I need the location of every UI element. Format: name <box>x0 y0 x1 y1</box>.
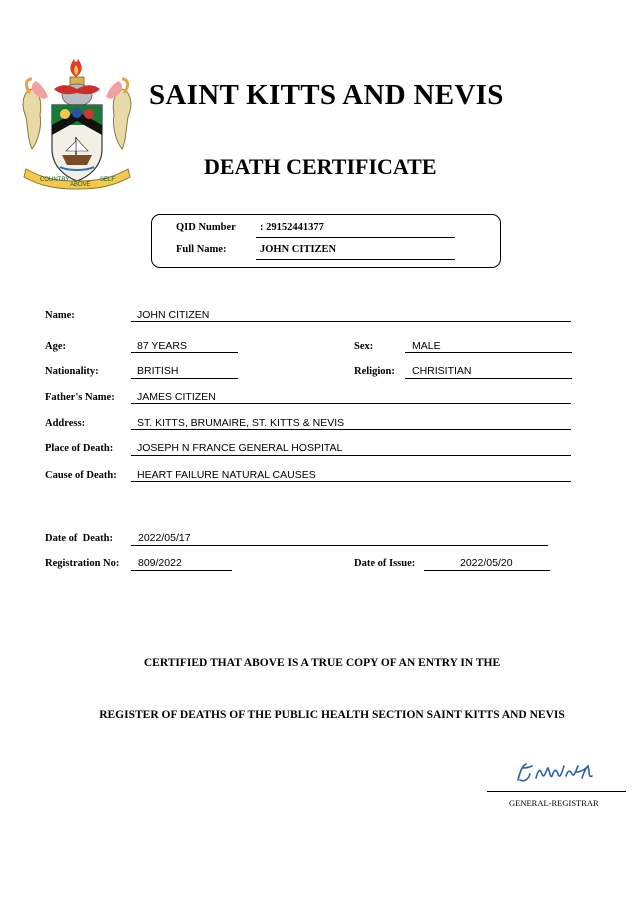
sex-underline <box>405 352 572 353</box>
cause-of-death-label: Cause of Death: <box>45 470 117 481</box>
address-label: Address: <box>45 418 86 429</box>
registration-number-label: Registration No: <box>45 558 120 569</box>
sex-value: MALE <box>412 340 441 352</box>
place-of-death-underline <box>131 455 571 456</box>
registration-number-underline <box>131 570 232 571</box>
age-value: 87 YEARS <box>137 340 188 352</box>
full-name-underline <box>256 259 455 260</box>
name-label: Name: <box>45 310 75 321</box>
father-name-underline <box>131 403 571 404</box>
country-title: SAINT KITTS AND NEVIS <box>149 79 504 111</box>
certification-line-1: CERTIFIED THAT ABOVE IS A TRUE COPY OF AN ENTRY IN THE <box>143 657 501 669</box>
general-registrar-label: GENERAL-REGISTRAR <box>509 798 599 808</box>
name-value: JOHN CITIZEN <box>137 309 210 321</box>
date-of-issue-label: Date of Issue: <box>354 558 416 569</box>
motto-center-text: ABOVE <box>70 182 91 188</box>
registration-number-value: 809/2022 <box>138 557 182 569</box>
address-underline <box>131 429 571 430</box>
father-name-value: JAMES CITIZEN <box>137 391 216 403</box>
date-of-issue-value: 2022/05/20 <box>460 557 513 569</box>
full-name-value: JOHN CITIZEN <box>260 244 337 255</box>
father-name-label: Father's Name: <box>45 392 115 403</box>
coat-of-arms-emblem <box>18 55 136 190</box>
date-of-death-label: Date of Death: <box>45 533 113 544</box>
nationality-label: Nationality: <box>45 366 99 377</box>
qid-value: : 29152441377 <box>260 222 324 233</box>
certification-line-2: REGISTER OF DEATHS OF THE PUBLIC HEALTH SECTION SAINT KITTS AND NEVIS <box>99 709 565 721</box>
place-of-death-label: Place of Death: <box>45 443 114 454</box>
age-label: Age: <box>45 341 66 352</box>
qid-label: QID Number <box>176 222 236 233</box>
religion-label: Religion: <box>354 366 395 377</box>
religion-underline <box>405 378 572 379</box>
name-underline <box>131 321 571 322</box>
date-of-issue-underline <box>424 570 550 571</box>
motto-left-text: COUNTRY <box>40 177 70 183</box>
qid-underline <box>256 237 455 238</box>
religion-value: CHRISITIAN <box>412 365 472 377</box>
document-title: DEATH CERTIFICATE <box>204 154 437 179</box>
nationality-underline <box>131 378 238 379</box>
registrar-signature <box>510 758 600 788</box>
sex-label: Sex: <box>354 341 374 352</box>
place-of-death-value: JOSEPH N FRANCE GENERAL HOSPITAL <box>137 442 343 454</box>
cause-of-death-underline <box>131 481 571 482</box>
full-name-label: Full Name: <box>176 244 227 255</box>
signature-line <box>487 791 626 792</box>
motto-right-text: SELF <box>100 177 116 183</box>
nationality-value: BRITISH <box>137 365 179 377</box>
date-of-death-value: 2022/05/17 <box>138 532 191 544</box>
address-value: ST. KITTS, BRUMAIRE, ST. KITTS & NEVIS <box>137 417 345 429</box>
age-underline <box>131 352 238 353</box>
cause-of-death-value: HEART FAILURE NATURAL CAUSES <box>137 469 316 481</box>
date-of-death-underline <box>131 545 548 546</box>
